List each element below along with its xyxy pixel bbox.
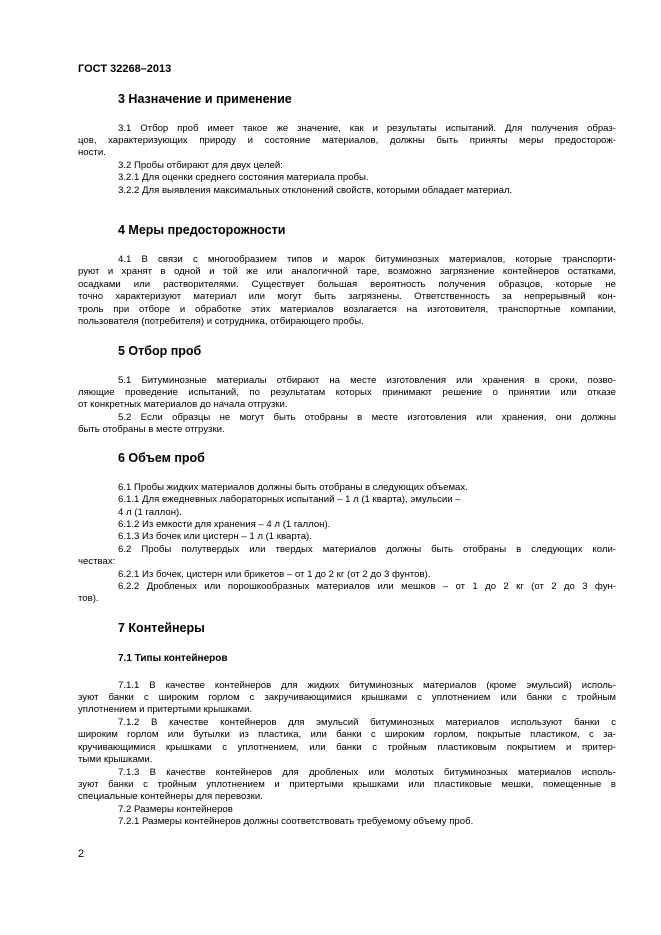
paragraph-line: 6.1.3 Из бочек или цистерн – 1 л (1 кварта). xyxy=(118,531,312,542)
paragraph-line: 4.1 В связи с многообразием типов и марок битуминозных материалов, которые транспорти- xyxy=(118,254,616,265)
paragraph-line: пользователя (потребителя) и сотрудника, отбирающего пробы. xyxy=(78,316,364,327)
section-3-title: 3 Назначение и применение xyxy=(118,92,292,106)
paragraph-line: тыми крышками. xyxy=(78,754,153,765)
section-5-title: 5 Отбор проб xyxy=(118,344,202,358)
paragraph-line: 5.1 Битуминозные материалы отбирают на месте изготовления или хранения в сроки, позво- xyxy=(118,375,616,386)
document-code: ГОСТ 32268–2013 xyxy=(78,63,172,75)
paragraph-line: 6.1.2 Из емкости для хранения – 4 л (1 галлон). xyxy=(118,519,331,530)
paragraph-line: 5.2 Если образцы не могут быть отобраны в месте изготовления или хранения, они должны xyxy=(118,412,616,423)
page-number: 2 xyxy=(78,848,85,860)
paragraph-line: зуют банки с тройным уплотнением и притертыми крышками или пластиковые мешки, помещенные в xyxy=(78,779,616,790)
section-6-title: 6 Объем проб xyxy=(118,451,205,465)
paragraph-line: ляющие проведение испытаний, по результатам которых принимают решение о принятии или отказе xyxy=(78,387,616,398)
paragraph-line: 3.2.2 Для выявления максимальных отклонений свойств, которыми обладает материал. xyxy=(118,185,513,196)
section-4-title: 4 Меры предосторожности xyxy=(118,223,286,237)
paragraph-line: 3.2.1 Для оценки среднего состояния материала пробы. xyxy=(118,172,369,183)
paragraph-line: широким горлом или бутылки из пластика, или банки с широким горлом, покрытые пластиком, с за- xyxy=(78,729,616,740)
paragraph-line: быть отобраны в месте отгрузки. xyxy=(78,424,225,435)
paragraph-line: точно характеризуют материал или могут быть загрязнены. Ответственность за непрерывный кон- xyxy=(78,291,616,302)
paragraph-line: специальные контейнеры для перевозки. xyxy=(78,791,263,802)
paragraph-line: 6.1 Пробы жидких материалов должны быть отобраны в следующих объемах. xyxy=(118,482,468,493)
subsection-7-1-title: 7.1 Типы контейнеров xyxy=(118,653,228,664)
paragraph-line: 6.1.1 Для ежедневных лабораторных испытаний – 1 л (1 кварта), эмульсии – xyxy=(118,494,461,505)
paragraph-line: осадками или растворителями. Существует большая вероятность получения образцов, которые не xyxy=(78,279,616,290)
paragraph-line: чествах: xyxy=(78,556,116,567)
paragraph-line: кручивающимися крышками с уплотнением, или банки с тройным пластиковым покрытием и притер- xyxy=(78,742,616,753)
paragraph-line: 6.2.2 Дробленых или порошкообразных материалов или мешков – от 1 до 2 кг (от 2 до 3 фун- xyxy=(118,581,616,592)
paragraph-line: 7.2 Размеры контейнеров xyxy=(118,804,233,815)
paragraph-line: зуют банки с широким горлом с закручивающимися крышками с уплотнением или банки с тройным xyxy=(78,692,616,703)
paragraph-line: 6.2.1 Из бочек, цистерн или брикетов – от 1 до 2 кг (от 2 до 3 фунтов). xyxy=(118,569,431,580)
paragraph-line: 7.1.3 В качестве контейнеров для дробленых или молотых битуминозных материалов исполь- xyxy=(118,767,616,778)
section-7-title: 7 Контейнеры xyxy=(118,621,205,635)
paragraph-line: 7.1.1 В качестве контейнеров для жидких битуминозных материалов (кроме эмульсий) исполь- xyxy=(118,680,616,691)
paragraph-line: уплотнением и притертыми крышками. xyxy=(78,704,253,715)
paragraph-line: троль при отборе и обработке этих материалов возлагается на изготовителя, транспортные компании, xyxy=(78,304,616,315)
paragraph-line: 4 л (1 галлон). xyxy=(118,507,182,518)
paragraph-line: ности. xyxy=(78,147,106,158)
paragraph-line: цов, характеризующих природу и состояние материалов, должны быть приняты меры предосторож- xyxy=(78,135,616,146)
paragraph-line: 7.2.1 Размеры контейнеров должны соответствовать требуемому объему проб. xyxy=(118,816,474,827)
paragraph-line: тов). xyxy=(78,593,99,604)
paragraph-line: 6.2 Пробы полутвердых или твердых материалов должны быть отобраны в следующих коли- xyxy=(118,544,616,555)
paragraph-line: от конкретных материалов до начала отгрузки. xyxy=(78,399,288,410)
paragraph-line: 3.2 Пробы отбирают для двух целей: xyxy=(118,160,283,171)
paragraph-line: 7.1.2 В качестве контейнеров для эмульсий битуминозных материалов используют банки с xyxy=(118,717,616,728)
paragraph-line: 3.1 Отбор проб имеет такое же значение, как и результаты испытаний. Для получения образ- xyxy=(118,123,616,134)
paragraph-line: руют и хранят в одной и той же или аналогичной таре, возможно загрязнение контейнеров остатками, xyxy=(78,266,616,277)
